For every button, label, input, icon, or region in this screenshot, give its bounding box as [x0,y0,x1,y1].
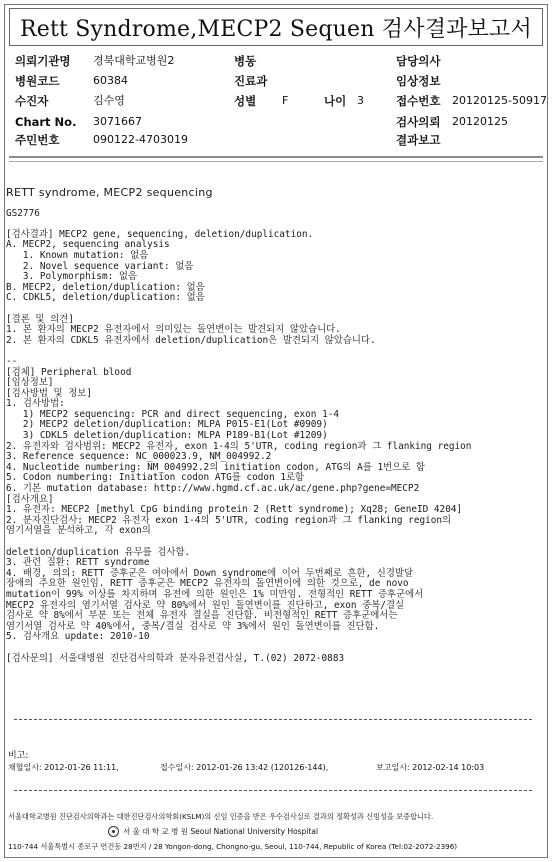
report-body [6,188,546,664]
report-heading: RETT syndrome, MECP2 sequencing [6,186,213,199]
report-line: [결론 및 의견] [6,313,74,325]
report-line: 염기서열을 분석하고, 각 exon의 [6,525,151,537]
report-line [6,643,546,654]
report-line: 장애의 주요한 원인임. RETT 증후군은 MECP2 유전자의 돌연변이에 의한 것으로, de novo [6,578,409,590]
report-line: [검사결과] MECP2 gene, sequencing, deletion/duplication. [6,228,314,240]
value-request-date: 20120125 [452,115,508,128]
report-line [6,346,546,357]
label-request-date: 검사의뢰 [396,115,441,129]
report-line: 염기서열 검사로 약 40%에서, 중복/결실 검사로 약 3%에서 원인 돌연변이를 진단함. [6,620,380,632]
label-hospital-code: 병원코드 [15,74,60,88]
report-line: A. MECP2, sequencing analysis [6,239,170,251]
report-line: 5. Codon numbering: Initiation codon ATG를 codon 1로함 [6,472,305,484]
label-accession-number: 접수번호 [396,94,441,108]
report-line: 2. 본 환자의 CDKL5 유전자에서 deletion/duplication은 발견되지 않았습니다. [6,334,376,346]
report-line: 2) MECP2 deletion/duplication: MLPA P015-E1(Lot #0909) [6,419,328,431]
report-line: [임상정보] [6,377,54,389]
report-line: 3. Reference sequence: NC_000023.9, NM_004992.2 [6,451,272,463]
label-clinical-info: 임상정보 [396,74,441,88]
report-line: 6. 기본 mutation database: http://www.hgmd.cf.ac.uk/ac/gene.php?gene=MECP2 [6,483,420,495]
collection-datetime: 채혈일시: 2012-01-26 11:11, [8,763,119,772]
report-line: [검사방법 및 정보] [6,387,92,399]
header-row [9,131,543,149]
hospital-line [108,826,318,837]
hospital-address: 110-744 서울특별시 종로구 연건동 28번지 / 28 Yongon-dong, Chongno-gu, Seoul, 110-744, Republic of Korea (Tel:02-2072-2396) [8,842,458,851]
label-patient-name: 수진자 [15,94,49,108]
report-line [6,304,546,315]
report-lines [6,209,546,665]
value-sex: F [282,94,289,107]
label-attending-doctor: 담당의사 [396,54,441,68]
report-line: 1. 검사방법: [6,398,65,410]
report-line: 검사로 약 8%에서 부분 또는 전체 유전자 결실을 진단함. 비전형적인 RETT 증후군에서는 [6,610,398,622]
report-line [6,537,546,548]
report-line: B. MECP2, deletion/duplication: 없음 [6,281,205,293]
report-line: 2. Novel sequence variant: 없음 [6,260,194,272]
report-line: 3. Polymorphism: 없음 [6,271,137,283]
label-resident-number: 주민번호 [15,133,60,147]
label-result-report: 결과보고 [396,133,441,147]
report-line: MECP2 유전자의 염기서열 검사로 약 80%에서 원인 돌연변이를 진단하고, exon 중복/결실 [6,599,405,611]
report-line: 1. 유전자: MECP2 [methyl CpG binding protein 2 (Rett syndrome); Xq28; GeneID 4204] [6,504,463,516]
value-hospital-code: 60384 [93,74,128,87]
report-line: [검체] Peripheral blood [6,366,132,378]
report-line: mutation이 99% 이상를 차지하며 유전에 의한 원인은 1% 미만임. 전형적인 RETT 증후군에서 [6,588,424,600]
report-line: 1. Known mutation: 없음 [6,249,149,261]
report-line: deletion/duplication 유무를 검사함. [6,546,191,558]
report-line: C. CDKL5, deletion/duplication: 없음 [6,292,205,304]
header-row [9,72,543,90]
report-line: 3. 관련 질환: RETT syndrome [6,557,150,569]
value-patient-name: 김수영 [93,94,125,107]
report-line: GS2776 [6,207,40,219]
header-row [9,52,543,70]
remarks-label: 비고: [8,751,29,761]
report-line: 2. 유전자와 검사범위: MECP2 유전자, exon 1-4의 5'UTR, coding region과 그 flanking region [6,440,472,452]
value-resident-number: 090122-4703019 [93,133,188,146]
report-line: 3) CDKL5 deletion/duplication: MLPA P189-B1(Lot #1209) [6,430,328,442]
label-ward: 병동 [234,54,257,68]
value-accession-number: 20120125-50917 [452,94,547,107]
header-row [9,113,543,131]
header-row [9,92,547,110]
report-line: [검사문의] 서울대병원 진단검사의학과 분자유전검사실, T.(02) 2072-0883 [6,652,345,664]
value-age: 3 [357,94,364,107]
value-chart-no: 3071667 [93,115,142,128]
label-department: 진료과 [234,74,268,88]
report-title [9,8,543,46]
report-line: 5. 검사개요 update: 2010-10 [6,631,150,643]
header-divider [9,161,543,162]
label-requesting-institution: 의뢰기관명 [15,54,71,68]
hospital-logo-icon [108,826,119,837]
divider [14,719,532,720]
label-age: 나이 [324,94,347,108]
report-title-text: Rett Syndrome,MECP2 Sequen 검사결과보고서 [20,16,532,42]
report-line: [검사개요] [6,493,54,505]
report-line: 1. 본 환자의 MECP2 유전자에서 의미있는 돌연변이는 발견되지 않았습니다. [6,324,341,336]
certification-note: 서울대학교병원 진단검사의학과는 대한진단검사의학회(KSLM)의 신임 인증을 받은 우수검사실로 결과의 정확성과 신빙성을 보증합니다. [8,812,434,821]
value-requesting-institution: 경북대학교병원2 [93,54,175,67]
report-line: 2. 분자진단검사: MECP2 유전자 exon 1-4의 5'UTR, coding region과 그 flanking region의 [6,514,452,526]
report-line: -- [6,355,18,367]
report-line: 4. Nucleotide numbering: NM_004992.2의 initiation codon, ATG의 A를 1번으로 함 [6,461,425,473]
report-datetime: 보고일시: 2012-02-14 10:03 [376,763,485,772]
label-chart-no: Chart No. [15,115,77,129]
header-divider [9,156,543,158]
patient-header [9,52,547,152]
report-line: 1) MECP2 sequencing: PCR and direct sequencing, exon 1-4 [6,408,340,420]
report-line: 4. 배경, 의의: RETT 증후군은 여아에서 Down syndrome에 이어 두번째로 흔한, 신경발달 [6,567,414,579]
receipt-datetime: 접수일시: 2012-01-26 13:42 (120126-144), [160,763,329,772]
label-sex: 성별 [234,94,257,108]
divider [14,790,532,791]
hospital-name: 서 울 대 학 교 병 원 Seoul National University Hospital [123,827,319,836]
